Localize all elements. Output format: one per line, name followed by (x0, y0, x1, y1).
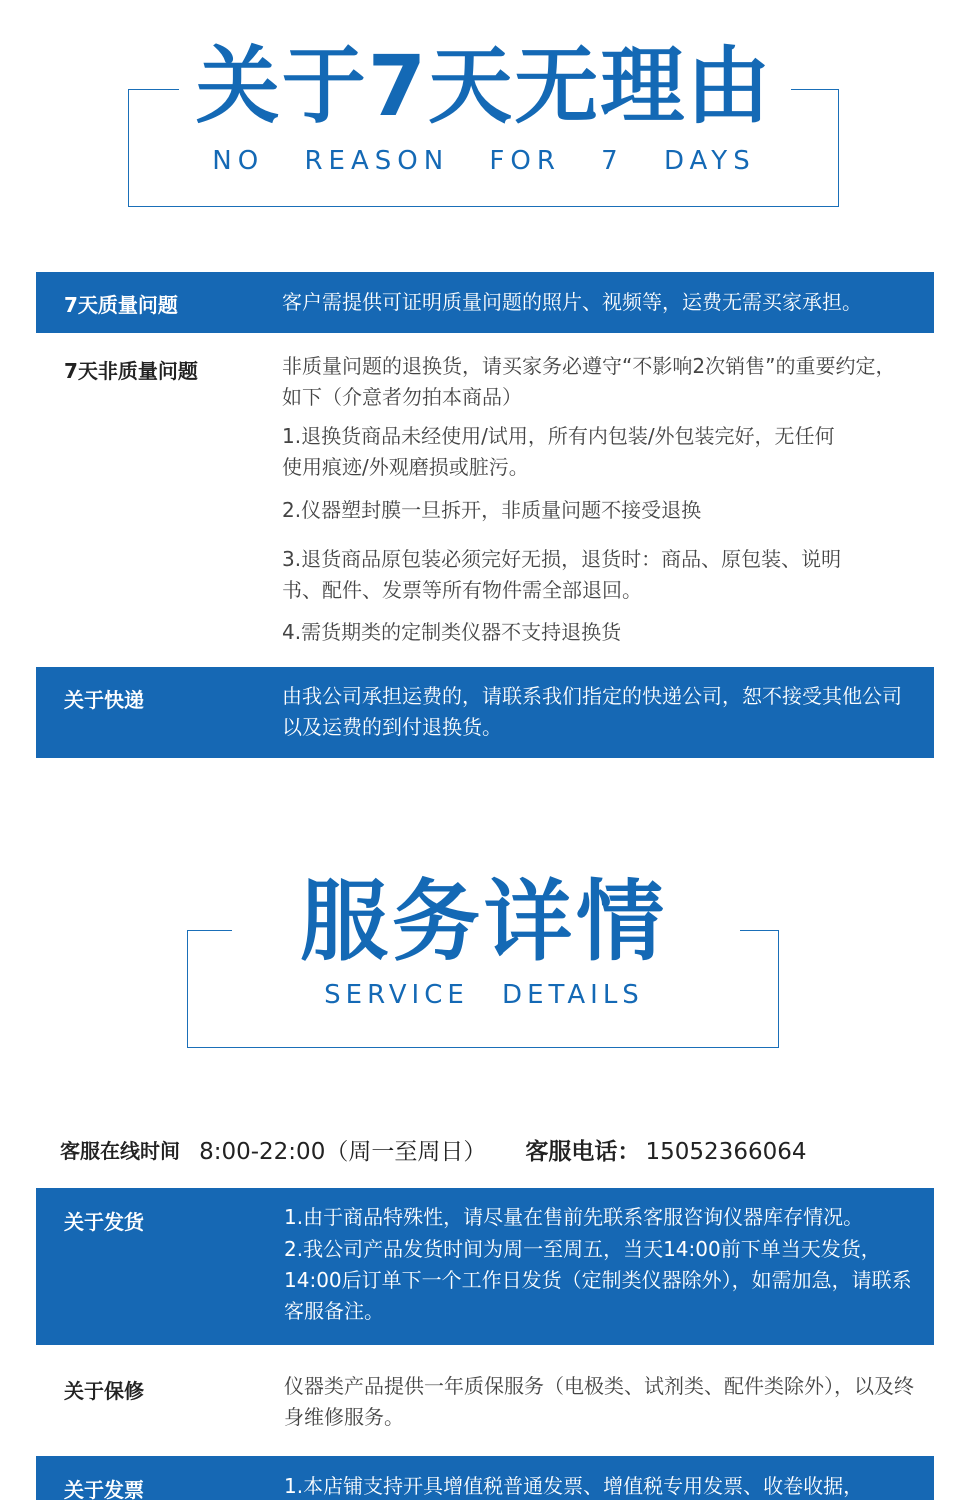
invoice-text: 1.本店铺支持开具增值税普通发票、增值税专用发票、收卷收据， (284, 1474, 864, 1498)
non-quality-item: 3.退货商品原包装必须完好无损，退货时：商品、原包装、说明书、配件、发票等所有物件需全部退回。 (282, 547, 842, 602)
section2-subtitle: SERVICE DETAILS (324, 980, 644, 1010)
warranty-label: 关于保修 (64, 1379, 144, 1403)
non-quality-label: 7天非质量问题 (64, 359, 198, 383)
service-hours-value: 8:00-22:00（周一至周日） (199, 1139, 487, 1165)
quality-row (36, 272, 934, 333)
phone-label: 客服电话： (525, 1139, 641, 1165)
shipping-line: 1.由于商品特殊性，请尽量在售前先联系客服咨询仪器库存情况。 (284, 1205, 864, 1229)
section1-subtitle: NO REASON FOR 7 DAYS (212, 146, 756, 176)
non-quality-item: 4.需货期类的定制类仪器不支持退换货 (282, 620, 622, 644)
express-label: 关于快递 (64, 688, 144, 712)
shipping-row (36, 1188, 934, 1345)
express-row (36, 667, 934, 758)
express-text: 由我公司承担运费的，请联系我们指定的快递公司，恕不接受其他公司以及运费的到付退换货。 (282, 684, 902, 739)
section2-title: 服务详情 (299, 870, 668, 973)
non-quality-item: 1.退换货商品未经使用/试用，所有内包装/外包装完好，无任何使用痕迹/外观磨损或脏污。 (282, 424, 835, 479)
non-quality-intro: 非质量问题的退换货，请买家务必遵守“不影响2次销售”的重要约定，如下（介意者勿拍本商品） (282, 354, 896, 409)
section1-title: 关于7天无理由 (195, 37, 773, 135)
shipping-line: 2.我公司产品发货时间为周一至周五，当天14:00前下单当天发货，14:00后订单下一个工作日发货（定制类仪器除外），如需加急，请联系客服备注。 (284, 1237, 912, 1323)
warranty-row (36, 1345, 934, 1456)
service-hours-label: 客服在线时间 (60, 1139, 180, 1163)
non-quality-row (36, 333, 934, 667)
shipping-label: 关于发货 (64, 1210, 144, 1234)
phone-number[interactable]: 15052366064 (645, 1139, 807, 1165)
invoice-label: 关于发票 (64, 1478, 144, 1502)
quality-label: 7天质量问题 (64, 293, 178, 317)
warranty-text: 仪器类产品提供一年质保服务（电极类、试剂类、配件类除外），以及终身维修服务。 (284, 1374, 914, 1429)
service-hours-line (60, 1133, 806, 1169)
invoice-row (36, 1456, 934, 1500)
non-quality-item: 2.仪器塑封膜一旦拆开，非质量问题不接受退换 (282, 498, 702, 522)
quality-text: 客户需提供可证明质量问题的照片、视频等，运费无需买家承担。 (282, 290, 862, 314)
